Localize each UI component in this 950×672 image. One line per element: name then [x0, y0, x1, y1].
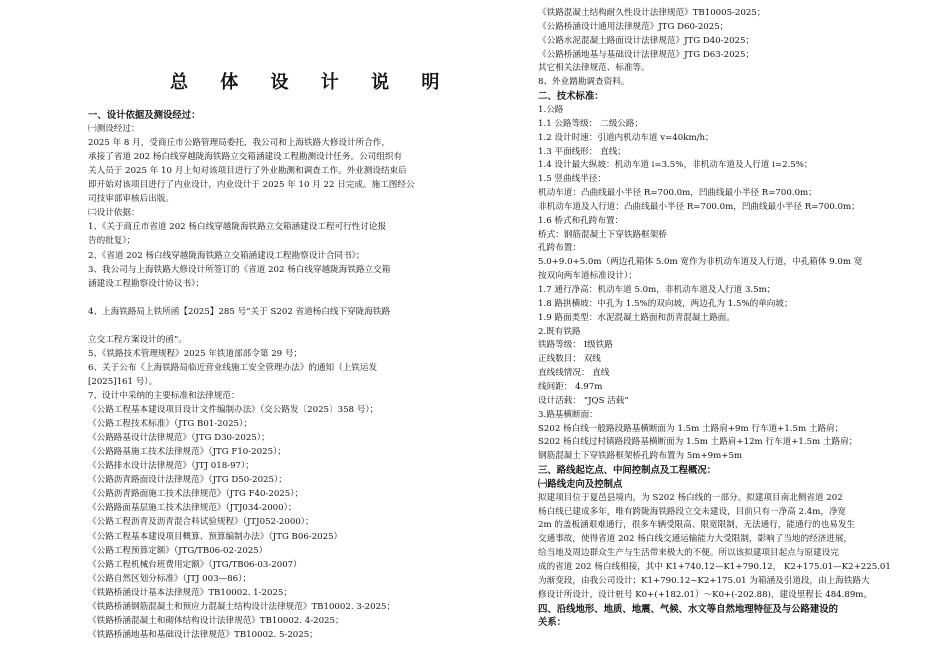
text-line: 告的批复》； [88, 236, 136, 247]
text-line: 《公路路面基层施工技术法律规范》（JTJ034-2000）； [88, 503, 297, 514]
text-line: 为渐变段，由我公司设计；K1+790.12~K2+175.01 为箱涵及引道段，由上海铁路大 [538, 575, 870, 586]
text-line: 1.3 平面线形： 直线； [538, 146, 626, 157]
text-line: 《公路桥涵设计通用法律规范》JTG D60-2025； [538, 21, 729, 32]
section-heading: 二、技术标准： [538, 91, 604, 103]
text-line: 修设计所设计，设计桩号 K0+(+182.01）～K0+(-202.88)，建设里程长 484.89m。 [538, 589, 873, 600]
text-line: 1.7 通行净高：机动车道 5.0m，非机动车道及人行道 3.5m； [538, 285, 776, 295]
text-line: 《铁路桥涵设计基本法律规范》TB10002. 1-2025； [88, 587, 292, 598]
text-line: 给当地及周边群众生产与生活带来极大的不便。所以该拟建项目起点与原建设完 [538, 548, 839, 559]
text-line: 《公路水泥混凝土路面设计法律规范》JTG D40-2025； [538, 35, 755, 46]
text-line: ㈡设计依据： [88, 208, 140, 219]
text-line: 《公路路基设计法律规范》（JTG D30-2025）； [88, 433, 270, 444]
text-line: 《铁路桥涵钢筋混凝土和预应力混凝土结构设计法律规范》TB10002. 3-2025； [88, 601, 396, 612]
text-line: 1.4 设计最大纵坡：机动车道 i=3.5%，非机动车道及人行道 i=2.5%； [538, 160, 813, 171]
text-line: 《公路工程沥青及沥青混合料试验规程》（JTJ052-2000）； [88, 517, 314, 528]
text-line: 1.8 路拱横坡：中孔为 1.5%的双向坡，两边孔为 1.5%的单向坡； [538, 298, 793, 309]
text-line: 其它相关法律规范、标准等。 [538, 63, 650, 74]
text-line: 8、外业踏勘调查资料。 [538, 77, 630, 88]
text-line: 1、《关于商丘市省道 202 杨白线穿越陇海铁路立交箱涵建设工程可行性讨论报 [88, 222, 387, 233]
text-line: 拟建项目位于夏邑县境内，为 S202 杨白线的一部分。拟建项目南北侧省道 202 [538, 492, 843, 503]
text-line: 《公路工程机械台班费用定额》（JTG/TB06-03-2007） [88, 559, 302, 570]
text-line: 5.0+9.0+5.0m（两边孔箱体 5.0m 宽作为非机动车道及人行道，中孔箱体 9.0m 宽 [538, 257, 863, 268]
text-line: 即开始对该项目进行了内业设计，内业设计于 2025 年 10 月 22 日完成。施工图经公 [88, 180, 415, 191]
text-line: 立交工程方案设计的函”。 [88, 334, 187, 345]
text-line: 涵建设工程勘察设计协议书》； [88, 278, 205, 289]
section-heading: 四、沿线地形、地质、地震、气候、水文等自然地理特征及与公路建设的 [538, 603, 839, 615]
section-heading: 三、路线起讫点、中间控制点及工程概况： [538, 465, 717, 477]
text-line: 机动车道：凸曲线最小半径 R=700.0m，凹曲线最小半径 R=700.0m； [538, 188, 817, 199]
text-line: 正线数目： 双线 [538, 354, 601, 365]
text-line: 杨白线已建成多年，唯有跨陇海铁路段立交未建设，目前只有一净高 2.4m，净宽 [538, 506, 847, 517]
section-heading: 一、设计依据及测设经过： [88, 110, 201, 121]
text-line: 6、关于公布《上海铁路局临近营业线施工安全管理办法》的通知（上铁运发 [88, 362, 378, 373]
text-line: 5、《铁路技术管理规程》2025 年铁道部部令第 29 号； [88, 348, 303, 359]
text-line: 4、上海铁路局上铁所函【2025】285 号“关于 S202 省道杨白线下穿陇海铁路 [88, 306, 391, 317]
text-line: 按双向两车道标准设计）； [538, 271, 637, 282]
text-line: 2m 的盖板涵艰难通行，很多车辆受限高、限宽限制，无法通行，能通行的也易发生 [538, 520, 856, 531]
text-line: 1.公路 [538, 104, 564, 115]
text-line: 线间距： 4.97m [538, 381, 603, 392]
text-line: 1.9 路面类型：水泥混凝土路面和沥青混凝土路面。 [538, 312, 735, 323]
text-line: 关人员于 2025 年 10 月上旬对该项目进行了外业勘测和调查工作。外业测设结束后 [88, 166, 407, 177]
text-line: 《公路沥青路面施工技术法律规范》（JTG F40-2025）； [88, 489, 304, 500]
text-line: 《公路工程基本建设项目设计文件编制办法》（交公路发〔2025〕358 号）； [88, 405, 379, 416]
text-line: 司技审部审核后出版。 [88, 194, 174, 205]
text-line: 1.5 竖曲线半径： [538, 174, 606, 185]
text-line: 2、《省道 202 杨白线穿越陇海铁路立交箱涵建设工程勘察设计合同书》； [88, 250, 365, 261]
text-line: 孔跨布置： [538, 243, 581, 254]
text-line: 1.2 设计时速：引道内机动车道 v=40km/h； [538, 132, 714, 143]
text-line: 《公路沥青路面设计法律规范》（JTG D50-2025）； [88, 475, 287, 486]
text-line: 《公路排水设计法律规范》（JTJ 018-97）； [88, 461, 254, 472]
text-line: 3、我公司与上海铁路大修设计所签订的《省道 202 杨白线穿越陇海铁路立交箱 [88, 264, 391, 275]
section-heading: ㈠路线走向及控制点 [538, 478, 623, 490]
text-line: 7、设计中采纳的主要标准和法律规范： [88, 391, 240, 401]
text-line: 《公路工程技术标准》（JTG B01-2025）； [88, 419, 252, 430]
text-line: 直线线情况： 直线 [538, 368, 610, 379]
text-line: 1.6 桥式和孔跨布置： [538, 215, 624, 226]
text-line: S202 杨白线一般路段路基横断面为 1.5m 土路肩+9m 行车道+1.5m 土路肩； [538, 423, 844, 434]
text-line: 《公路工程预算定额》（JTG/TB06-02-2025） [88, 545, 268, 556]
text-line: 成的省道 202 杨白线相接，其中 K1+740.12—K1+790.12， K2+175.01—K2+225.01 [538, 562, 891, 572]
text-line: 《铁路混凝土结构耐久性设计法律规范》TB10005-2025； [538, 8, 766, 18]
text-line: 交通事故，使得省道 202 杨白线交通运输能力大受限制，影响了当地的经济进展， [538, 534, 853, 545]
text-line: 《铁路桥涵混凝土和砌体结构设计法律规范》TB10002. 4-2025； [88, 615, 344, 626]
text-line: ㈠测设经过： [88, 124, 140, 135]
text-line: 《公路自然区划分标准》（JTJ 003—86）； [88, 573, 251, 584]
text-line: 《公路工程基本建设项目概算、预算编制办法》（JTG B06-2025） [88, 531, 343, 542]
text-line: 1.1 公路等级： 二级公路； [538, 118, 644, 129]
text-line: 桥式：钢筋混凝土下穿铁路框架桥 [538, 229, 667, 240]
text-line: 非机动车道及人行道：凸曲线最小半径 R=700.0m，凹曲线最小半径 R=700.0m； [538, 201, 860, 212]
page-title: 总 体 设 计 说 明 [170, 72, 453, 93]
text-line: [2025]161 号）。 [88, 376, 158, 387]
text-line: 《公路桥涵地基与基础设计法律规范》JTG D63-2025； [538, 49, 755, 60]
text-line: S202 杨白线过村镇路段路基横断面为 1.5m 土路肩+12m 行车道+1.5m 土路肩； [538, 437, 858, 448]
text-line: 铁路等级： Ⅰ级铁路 [538, 340, 613, 351]
text-line: 承接了省道 202 杨白线穿越陇海铁路立交箱涵建设工程勘测设计任务。公司组织有 [88, 152, 403, 163]
text-line: 《铁路桥涵地基和基础设计法律规范》TB10002. 5-2025； [88, 629, 318, 640]
text-line: 2.既有铁路 [538, 326, 581, 337]
text-line: 设计活载： “JQS 活载” [538, 395, 629, 406]
text-line: 《公路路基施工技术法律规范》（JTG F10-2025）； [88, 447, 286, 458]
text-line: 钢筋混凝土下穿铁路框架桥孔跨布置为 5m+9m+5m [538, 451, 743, 462]
text-line: 2025 年 8 月，受商丘市公路管理局委托，我公司和上海铁路大修设计所合作， [88, 138, 390, 149]
section-heading: 关系： [538, 617, 567, 629]
text-line: 3.路基横断面： [538, 409, 598, 420]
